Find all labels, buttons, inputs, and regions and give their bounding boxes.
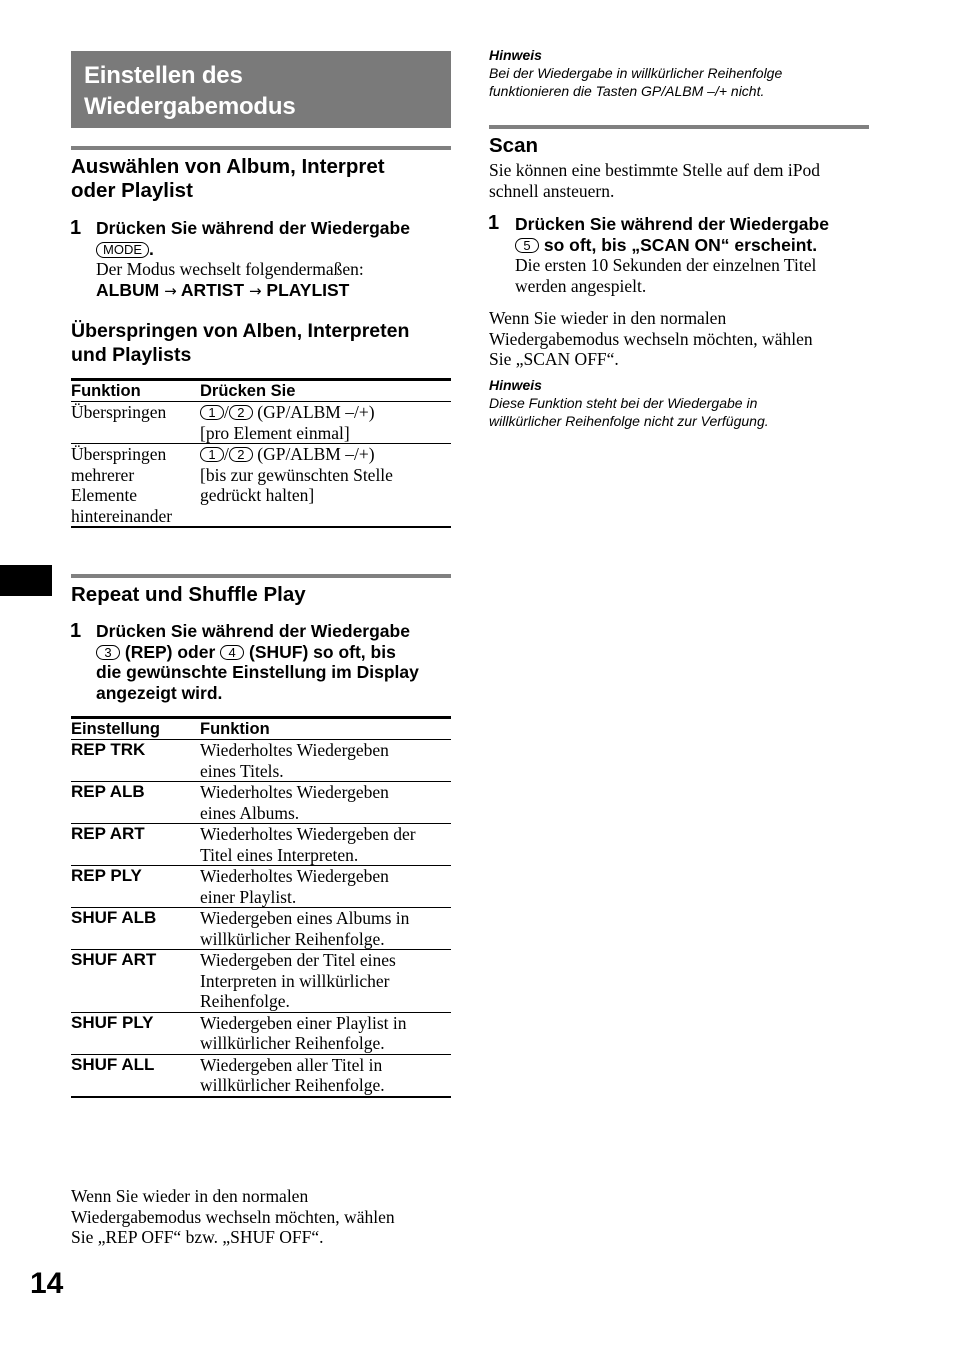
section-rule-album <box>71 146 451 150</box>
step-scan-text2: so oft, bis „SCAN ON“ erscheint. <box>539 234 818 255</box>
setting-desc: Wiedergeben aller Titel in willkürlicher Reihenfolge. <box>200 1054 451 1097</box>
chapter-tab <box>0 565 52 596</box>
button-1[interactable]: 1 <box>200 447 224 462</box>
table-row <box>71 444 451 528</box>
page-title <box>71 51 451 128</box>
scan-intro: Sie können eine bestimmte Stelle auf dem iPod schnell ansteuern. <box>489 160 820 201</box>
note-scan-line: Diese Funktion steht bei der Wiedergabe in <box>489 395 758 411</box>
setting-key: SHUF ALB <box>71 908 200 950</box>
step-repeat-line1: Drücken Sie während der Wiedergabe <box>96 621 410 641</box>
skip-row1-press <box>200 402 451 444</box>
mode-artist: ARTIST <box>180 279 245 300</box>
note-top-title: Hinweis <box>489 47 542 63</box>
setting-desc: Wiedergeben eines Albums in willkürlicher Reihenfolge. <box>200 908 451 950</box>
skip-header-function: Funktion <box>71 380 200 402</box>
skip-row1-function <box>71 402 200 444</box>
note-scan-line: willkürlicher Reihenfolge nicht zur Verfügung. <box>489 413 769 429</box>
heading-repeat: Repeat und Shuffle Play <box>71 583 306 606</box>
repeat-header-function: Funktion <box>200 718 451 740</box>
step-album-period: . <box>149 238 154 259</box>
setting-key: SHUF ART <box>71 950 200 1013</box>
heading-album-line1: Auswählen von Album, Interpret <box>71 155 385 178</box>
step-repeat-line4: angezeigt wird. <box>96 682 223 703</box>
step-album-button-line <box>96 239 452 260</box>
table-row <box>71 824 451 866</box>
skip-row1-extra: [pro Element einmal] <box>200 422 350 443</box>
table-row <box>71 908 451 950</box>
step-repeat-line2 <box>96 642 452 663</box>
step-scan-line1: Drücken Sie während der Wiedergabe <box>515 214 829 234</box>
mode-sequence <box>96 280 452 302</box>
page-title-line1: Einstellen des <box>84 62 243 89</box>
slash: / <box>224 402 229 422</box>
table-row <box>71 1054 451 1097</box>
table-row <box>71 782 451 824</box>
skip-row2-function-line: Überspringen <box>71 444 167 464</box>
setting-desc: Wiederholtes Wiedergeben eines Titels. <box>200 740 451 782</box>
section-rule-repeat <box>71 574 451 578</box>
skip-row2-extra: gedrückt halten] <box>200 485 315 505</box>
setting-desc: Wiederholtes Wiedergeben einer Playlist. <box>200 866 451 908</box>
skip-table-header <box>71 380 451 402</box>
note-scan <box>489 377 869 430</box>
note-top-line: Bei der Wiedergabe in willkürlicher Reihenfolge <box>489 65 783 81</box>
table-row <box>71 1012 451 1054</box>
slash: / <box>224 444 229 464</box>
heading-skip-line1: Überspringen von Alben, Interpreten <box>71 320 410 342</box>
step-number-repeat: 1 <box>70 620 82 642</box>
step-scan <box>515 214 870 296</box>
skip-row2-function-line: Elemente <box>71 485 138 505</box>
step-number-scan: 1 <box>488 212 500 234</box>
setting-key: SHUF ALL <box>71 1054 200 1097</box>
skip-row2-extra: [bis zur gewünschten Stelle <box>200 464 393 485</box>
page-number: 14 <box>30 1267 64 1300</box>
step-repeat-line3: die gewünschte Einstellung im Display <box>96 662 419 682</box>
skip-header-press: Drücken Sie <box>200 380 451 402</box>
gp-albm-label: (GP/ALBM –/+) <box>252 444 375 464</box>
mode-playlist: PLAYLIST <box>266 279 350 300</box>
button-5[interactable]: 5 <box>515 238 539 253</box>
skip-row1-function-line: Überspringen <box>71 402 167 422</box>
mode-button[interactable]: MODE <box>96 242 149 258</box>
step-album-text: Drücken Sie während der Wiedergabe <box>96 218 410 238</box>
setting-key: REP ALB <box>71 782 200 824</box>
heading-skip-line2: und Playlists <box>71 343 192 366</box>
skip-row2-function-line: hintereinander <box>71 505 173 526</box>
shuf-label: (SHUF) so oft, bis <box>244 641 396 662</box>
arrow-icon: → <box>248 281 262 300</box>
button-3[interactable]: 3 <box>96 645 120 660</box>
button-2[interactable]: 2 <box>229 405 253 420</box>
table-row <box>71 740 451 782</box>
scan-desc: Die ersten 10 Sekunden der einzelnen Titel werden angespielt. <box>515 255 817 296</box>
page-title-line2: Wiedergabemodus <box>84 93 296 120</box>
setting-desc: Wiederholtes Wiedergeben der Titel eines Interpreten. <box>200 824 451 866</box>
note-top <box>489 47 869 100</box>
section-rule-scan <box>489 125 869 129</box>
repeat-table <box>71 716 451 1098</box>
step-number-album: 1 <box>70 217 82 239</box>
setting-desc: Wiedergeben einer Playlist in willkürlicher Reihenfolge. <box>200 1012 451 1054</box>
setting-desc: Wiederholtes Wiedergeben eines Albums. <box>200 782 451 824</box>
button-2[interactable]: 2 <box>229 447 253 462</box>
gp-albm-label: (GP/ALBM –/+) <box>252 402 375 422</box>
heading-scan: Scan <box>489 134 538 157</box>
skip-row2-function-line: mehrerer <box>71 464 135 485</box>
setting-desc: Wiedergeben der Titel eines Interpreten in willkürlicher Reihenfolge. <box>200 950 451 1013</box>
skip-table <box>71 378 451 528</box>
rep-label: (REP) oder <box>120 641 221 662</box>
setting-key: REP TRK <box>71 740 200 782</box>
repeat-footer: Wenn Sie wieder in den normalen Wiedergabemodus wechseln möchten, wählen Sie „REP OFF“ bzw. „SHUF OFF“. <box>71 1186 395 1247</box>
note-scan-title: Hinweis <box>489 377 542 393</box>
button-1[interactable]: 1 <box>200 405 224 420</box>
scan-after: Wenn Sie wieder in den normalen Wiedergabemodus wechseln möchten, wählen Sie „SCAN OFF“. <box>489 308 813 369</box>
setting-key: REP ART <box>71 824 200 866</box>
step-album <box>96 218 452 301</box>
table-row <box>71 866 451 908</box>
repeat-table-header <box>71 718 451 740</box>
setting-key: SHUF PLY <box>71 1012 200 1054</box>
repeat-header-setting: Einstellung <box>71 718 200 740</box>
arrow-icon: → <box>164 281 177 300</box>
table-row <box>71 950 451 1013</box>
heading-skip <box>71 320 451 367</box>
button-4[interactable]: 4 <box>220 645 244 660</box>
note-top-line: funktionieren die Tasten GP/ALBM –/+ nicht. <box>489 83 765 99</box>
mode-description: Der Modus wechselt folgendermaßen: <box>96 259 364 279</box>
heading-album <box>71 155 451 203</box>
skip-row2-press <box>200 444 451 528</box>
skip-row2-function <box>71 444 200 528</box>
heading-album-line2: oder Playlist <box>71 179 193 202</box>
step-repeat <box>96 621 452 703</box>
setting-key: REP PLY <box>71 866 200 908</box>
table-row <box>71 402 451 444</box>
mode-album: ALBUM <box>96 279 160 300</box>
step-scan-line2 <box>515 235 870 256</box>
